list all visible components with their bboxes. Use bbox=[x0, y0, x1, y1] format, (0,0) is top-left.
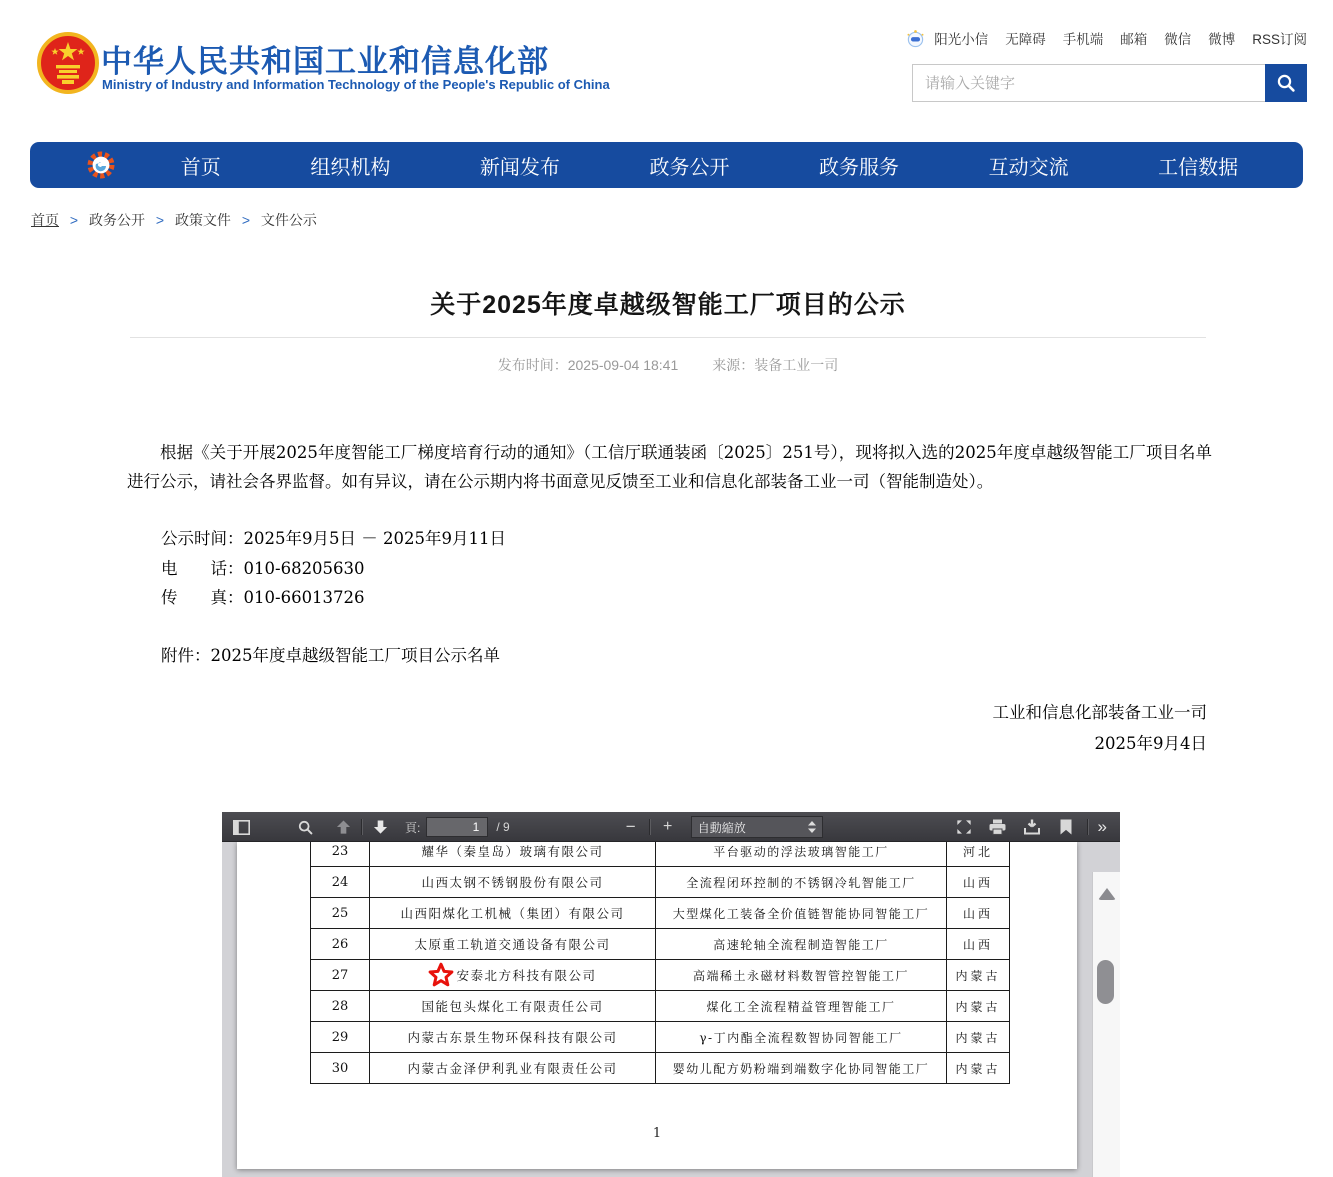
zoom-mode-select[interactable] bbox=[691, 816, 823, 838]
mascot-icon bbox=[906, 29, 925, 48]
zoom-in-button[interactable]: + bbox=[663, 818, 673, 835]
fax-line: 传 真：010-66013726 bbox=[161, 588, 365, 607]
row-province: 内蒙古 bbox=[947, 960, 1010, 991]
sidebar-toggle-icon bbox=[233, 820, 250, 835]
page-label: 頁: bbox=[405, 820, 421, 835]
search-bar bbox=[912, 64, 1307, 102]
pdf-content-area bbox=[222, 842, 1120, 1177]
publish-time-value: 2025-09-04 18:41 bbox=[567, 357, 679, 373]
nav-item-gov-affairs[interactable]: 政务公开 bbox=[649, 156, 730, 179]
row-project: 高端稀土永磁材料数智管控智能工厂 bbox=[656, 960, 947, 991]
pdf-search-icon bbox=[298, 820, 313, 835]
nav-item-interaction[interactable]: 互动交流 bbox=[988, 156, 1069, 179]
row-project: 高速轮轴全流程制造智能工厂 bbox=[656, 929, 947, 960]
row-project: 煤化工全流程精益管理智能工厂 bbox=[656, 991, 947, 1022]
page-up-icon bbox=[336, 819, 351, 835]
download-icon bbox=[1024, 819, 1040, 835]
source-value: 装备工业一司 bbox=[754, 357, 839, 373]
site-subtitle: Ministry of Industry and Information Technology of the People's Republic of China bbox=[102, 77, 610, 92]
smart-factory-table bbox=[310, 842, 1010, 1084]
phone-line: 电 话：010-68205630 bbox=[161, 559, 365, 578]
site-title: 中华人民共和国工业和信息化部 bbox=[101, 44, 549, 79]
table-row bbox=[311, 867, 1010, 898]
bookmark-icon bbox=[1060, 819, 1072, 835]
row-project: 婴幼儿配方奶粉端到端数字化协同智能工厂 bbox=[656, 1053, 947, 1084]
pdf-scrollbar bbox=[1092, 872, 1120, 1177]
breadcrumb-separator: > bbox=[241, 212, 251, 228]
row-province: 内蒙古 bbox=[947, 991, 1010, 1022]
pdf-viewer bbox=[222, 812, 1120, 1177]
breadcrumb bbox=[31, 210, 317, 230]
scrollbar-thumb[interactable] bbox=[1097, 960, 1114, 1004]
row-company: 耀华（秦皇岛）玻璃有限公司 bbox=[370, 842, 656, 867]
breadcrumb-policy-files[interactable]: 政策文件 bbox=[174, 212, 231, 228]
row-number: 25 bbox=[311, 898, 370, 929]
row-number: 29 bbox=[311, 1022, 370, 1053]
row-company: 国能包头煤化工有限责任公司 bbox=[370, 991, 656, 1022]
nav-item-organization[interactable]: 组织机构 bbox=[310, 156, 391, 179]
page-number-input[interactable] bbox=[426, 817, 488, 837]
page-total: / 9 bbox=[496, 820, 510, 834]
search-icon bbox=[1276, 73, 1296, 93]
red-star-icon bbox=[428, 962, 454, 988]
fullscreen-icon bbox=[956, 819, 972, 835]
table-row bbox=[311, 1053, 1010, 1084]
more-tools-button[interactable]: » bbox=[1097, 817, 1106, 836]
row-company: 安泰北方科技有限公司 bbox=[370, 960, 656, 991]
nav-item-data[interactable]: 工信数据 bbox=[1158, 156, 1239, 179]
nav-item-gov-services[interactable]: 政务服务 bbox=[819, 156, 900, 179]
signature-department: 工业和信息化部装备工业一司 bbox=[992, 703, 1207, 722]
page-up-button[interactable] bbox=[332, 816, 354, 838]
table-row bbox=[311, 842, 1010, 867]
table-row bbox=[311, 929, 1010, 960]
search-input[interactable] bbox=[912, 64, 1265, 102]
breadcrumb-separator: > bbox=[69, 212, 79, 228]
row-number: 24 bbox=[311, 867, 370, 898]
quick-link-sunshine[interactable]: 阳光小信 bbox=[934, 32, 989, 47]
article-meta bbox=[127, 355, 1209, 375]
publish-time-label: 发布时间： bbox=[497, 357, 568, 373]
breadcrumb-file-notice[interactable]: 文件公示 bbox=[260, 212, 317, 228]
article-paragraph: 根据《关于开展2025年度智能工厂梯度培育行动的通知》（工信厅联通装函〔2025〕251号），现将拟入选的2025年度卓越级智能工厂项目名单进行公示，请社会各界监督。如有异议，请在公示期内将书面意见反馈至工业和信息化部装备工业一司（智能制造处）。 bbox=[127, 443, 1212, 491]
source-label: 来源： bbox=[712, 357, 755, 373]
miit-gear-logo-icon bbox=[86, 150, 116, 180]
row-province: 河北 bbox=[947, 842, 1010, 867]
row-number: 23 bbox=[311, 842, 370, 867]
attachment-line: 附件：2025年度卓越级智能工厂项目公示名单 bbox=[161, 646, 500, 665]
row-province: 内蒙古 bbox=[947, 1022, 1010, 1053]
quick-link-wechat[interactable]: 微信 bbox=[1164, 32, 1192, 47]
row-number: 27 bbox=[311, 960, 370, 991]
quick-link-weibo[interactable]: 微博 bbox=[1208, 32, 1236, 47]
row-number: 30 bbox=[311, 1053, 370, 1084]
pdf-table-body bbox=[311, 842, 1010, 1084]
breadcrumb-home[interactable]: 首页 bbox=[31, 212, 59, 228]
breadcrumb-gov-affairs[interactable]: 政务公开 bbox=[88, 212, 145, 228]
row-number: 26 bbox=[311, 929, 370, 960]
print-button[interactable] bbox=[987, 816, 1009, 838]
row-project: 平台驱动的浮法玻璃智能工厂 bbox=[656, 842, 947, 867]
zoom-mode-value: 自動縮放 bbox=[697, 820, 746, 835]
breadcrumb-separator: > bbox=[155, 212, 165, 228]
row-province: 内蒙古 bbox=[947, 1053, 1010, 1084]
print-icon bbox=[989, 819, 1006, 835]
download-button[interactable] bbox=[1021, 816, 1043, 838]
page-down-icon bbox=[373, 819, 388, 835]
notice-period-line: 公示时间：2025年9月5日 － 2025年9月11日 bbox=[161, 529, 506, 548]
row-company: 山西太钢不锈钢股份有限公司 bbox=[370, 867, 656, 898]
national-emblem-icon bbox=[36, 30, 100, 98]
row-province: 山西 bbox=[947, 867, 1010, 898]
quick-link-accessibility[interactable]: 无障碍 bbox=[1005, 32, 1046, 47]
nav-items bbox=[136, 151, 1283, 180]
table-row bbox=[311, 898, 1010, 929]
row-company: 山西阳煤化工机械（集团）有限公司 bbox=[370, 898, 656, 929]
row-project: 大型煤化工装备全价值链智能协同智能工厂 bbox=[656, 898, 947, 929]
scroll-up-arrow[interactable] bbox=[1098, 888, 1116, 900]
select-arrows-icon bbox=[808, 821, 816, 833]
main-nav bbox=[30, 142, 1303, 188]
bookmark-button[interactable] bbox=[1055, 816, 1077, 838]
nav-item-home[interactable]: 首页 bbox=[180, 156, 221, 179]
pdf-search-button[interactable] bbox=[294, 816, 316, 838]
search-button[interactable] bbox=[1265, 64, 1307, 102]
sidebar-toggle-button[interactable] bbox=[230, 816, 252, 838]
title-divider bbox=[130, 337, 1206, 338]
pdf-page-number: 1 bbox=[652, 1126, 662, 1141]
page-title: 关于2025年度卓越级智能工厂项目的公示 bbox=[430, 291, 906, 319]
signature-date: 2025年9月4日 bbox=[1094, 734, 1207, 753]
row-project: γ-丁内酯全流程数智协同智能工厂 bbox=[656, 1022, 947, 1053]
pdf-page bbox=[237, 842, 1077, 1169]
page-down-button[interactable] bbox=[369, 816, 391, 838]
nav-item-news[interactable]: 新闻发布 bbox=[479, 156, 560, 179]
quick-links bbox=[906, 28, 1307, 48]
row-number: 28 bbox=[311, 991, 370, 1022]
table-row bbox=[311, 1022, 1010, 1053]
zoom-out-button[interactable]: − bbox=[625, 817, 636, 836]
row-company: 太原重工轨道交通设备有限公司 bbox=[370, 929, 656, 960]
pdf-toolbar bbox=[222, 812, 1120, 842]
row-company: 内蒙古东景生物环保科技有限公司 bbox=[370, 1022, 656, 1053]
table-row bbox=[311, 960, 1010, 991]
quick-link-mail[interactable]: 邮箱 bbox=[1120, 32, 1148, 47]
row-province: 山西 bbox=[947, 898, 1010, 929]
presentation-mode-button[interactable] bbox=[953, 816, 975, 838]
row-project: 全流程闭环控制的不锈钢冷轧智能工厂 bbox=[656, 867, 947, 898]
quick-link-rss[interactable]: RSS订阅 bbox=[1252, 32, 1307, 47]
row-company: 内蒙古金泽伊利乳业有限责任公司 bbox=[370, 1053, 656, 1084]
row-province: 山西 bbox=[947, 929, 1010, 960]
quick-link-mobile[interactable]: 手机端 bbox=[1062, 32, 1104, 47]
table-row bbox=[311, 991, 1010, 1022]
